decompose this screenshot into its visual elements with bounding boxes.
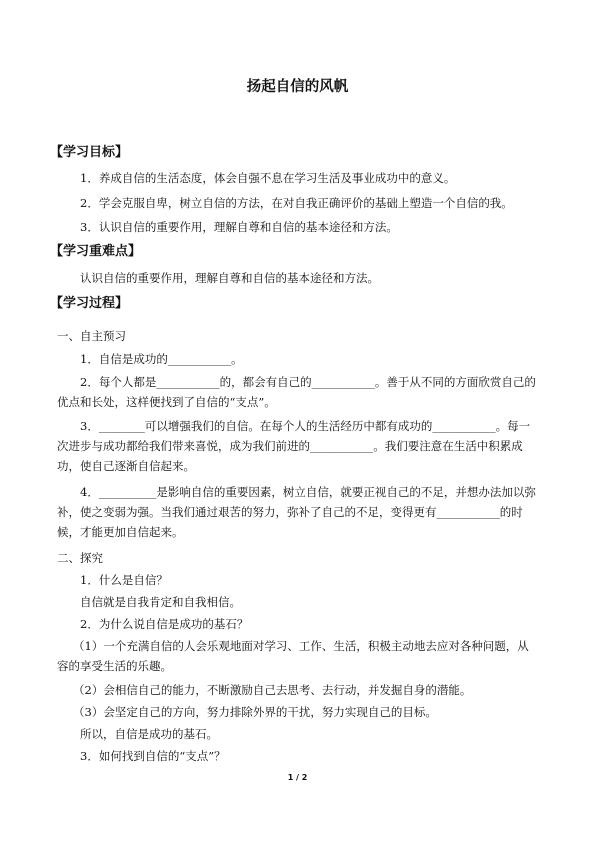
page-number: 1 / 2	[287, 773, 308, 782]
preview-question-4: 4．__________是影响自信的重要因素，树立自信，就要正视自己的不足，并想办法加以弥补，使之变弱为强。当我们通过艰苦的努力，弥补了自己的不足，变得更有___________的时候，才能更加自信起来。	[57, 485, 536, 539]
explore-answer-2-conclusion: 所以，自信是成功的基石。	[80, 727, 218, 741]
explore-answer-2-2: （2）会相信自己的能力，不断激励自己去思考、去行动，并发掘自身的潜能。	[73, 683, 472, 697]
explore-heading: 二、探究	[57, 551, 103, 565]
explore-answer-2-3: （3）会坚定自己的方向，努力排除外界的干扰，努力实现自己的目标。	[73, 705, 437, 719]
goal-item-3: 3．认识自信的重要作用，理解自尊和自信的基本途径和方法。	[80, 220, 398, 234]
page-title: 扬起自信的风帆	[246, 79, 349, 95]
preview-question-3: 3．________可以增强我们的自信。在每个人的生活经历中都有成功的___________。每一次进步与成功都给我们带来喜悦，成为我们前进的___________。我们要注意在生活中积累成功，使自己逐渐自信起来。	[57, 419, 531, 473]
explore-answer-1: 自信就是自我肯定和自我相信。	[80, 595, 241, 609]
explore-question-1: 1．什么是自信？	[80, 573, 168, 587]
goals-heading: 【学习目标】	[50, 145, 129, 160]
explore-question-2: 2．为什么说自信是成功的基石？	[80, 617, 249, 631]
preview-question-1: 1．自信是成功的___________。	[80, 352, 243, 366]
explore-answer-2-1: （1）一个充满自信的人会乐观地面对学习、工作、生活，积极主动地去应对各种问题，从容的享受生活的乐趣。	[57, 639, 529, 673]
goal-item-1: 1．养成自信的生活态度，体会自强不息在学习生活及事业成功中的意义。	[80, 171, 456, 185]
preview-heading: 一、自主预习	[57, 329, 126, 343]
process-heading: 【学习过程】	[50, 296, 129, 311]
key-points-text: 认识自信的重要作用，理解自尊和自信的基本途径和方法。	[80, 271, 379, 285]
preview-question-2: 2．每个人都是___________的，都会有自己的___________。善于从不同的方面欣赏自己的优点和长处，这样便找到了自信的“支点”。	[57, 375, 536, 409]
explore-question-3: 3．如何找到自信的“支点”？	[80, 749, 226, 763]
key-points-heading: 【学习重难点】	[50, 244, 142, 259]
goal-item-2: 2．学会克服自卑，树立自信的方法，在对自我正确评价的基础上塑造一个自信的我。	[80, 196, 513, 210]
